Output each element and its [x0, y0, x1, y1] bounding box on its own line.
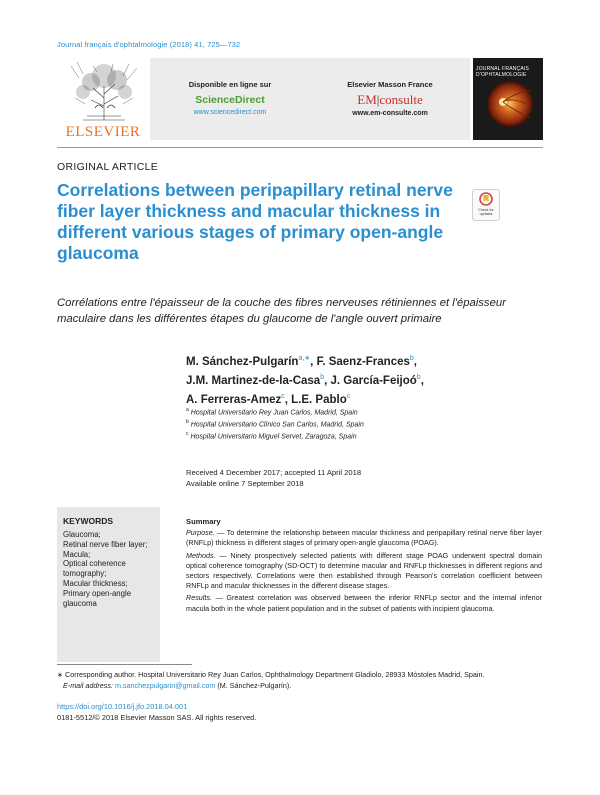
corresponding-author-footnote [57, 670, 543, 691]
author-affil-sup[interactable]: c [346, 392, 351, 400]
purpose-text: — To determine the relationship between macular thickness and peripapillary retinal nerve fiber layer (RNFLp) thickness in different stages of primary open-angle glaucoma (POAG). [186, 528, 542, 548]
journal-reference[interactable]: Journal français d'ophtalmologie (2018) 41, 725—732 [57, 40, 241, 49]
author-separator: , [284, 393, 292, 406]
author-name[interactable]: J. García-Feijoó [330, 374, 417, 387]
bookmark-refresh-icon [479, 192, 493, 207]
author-affil-sup[interactable]: b [320, 373, 325, 381]
availability-box [150, 58, 470, 140]
elsevier-tree-icon [63, 58, 145, 122]
elsevier-logo[interactable] [57, 58, 149, 140]
elsevier-wordmark: ELSEVIER [65, 124, 141, 140]
email-label: E-mail address: [63, 680, 113, 690]
summary-results [186, 593, 542, 613]
author-name[interactable]: M. Sánchez-Pulgarín [186, 355, 299, 368]
results-label: Results. [186, 593, 212, 603]
author-list [186, 351, 546, 407]
check-for-updates-button[interactable] [472, 189, 500, 221]
copyright-line: 0181-5512/© 2018 Elsevier Masson SAS. All rights reserved. [57, 713, 257, 722]
affiliation-text: Hospital Universitario Clínico San Carlos, Madrid, Spain [190, 421, 364, 429]
abstract-summary [186, 517, 542, 616]
affiliation-text: Hospital Universitario Rey Juan Carlos, Madrid, Spain [190, 409, 358, 417]
affiliation-text: Hospital Universitario Miguel Servet, Zaragoza, Spain [190, 433, 357, 441]
retina-image-icon [483, 80, 537, 128]
em-logo-right: consulte [379, 92, 423, 107]
email-owner: (M. Sánchez-Pulgarín). [217, 680, 292, 690]
author-name[interactable]: L.E. Pablo [291, 393, 347, 406]
keywords-box [57, 507, 160, 662]
methods-text: — Ninety prospectively selected patients with different stage POAG underwent spectral domain optical coherence tomography (SD-OCT) to determine macular and RNFLp thicknesses in different regions and sectors respectively. Correlations were then established through Pearson's correlation coefficient between RNFLp and macular thicknesses in the different disease stages. [186, 550, 542, 591]
check-for-updates-label: Check for updates [478, 208, 494, 216]
em-logo-separator: | [376, 92, 380, 107]
keywords-list [63, 530, 157, 608]
elsevier-masson-label: Elsevier Masson France [347, 80, 433, 89]
affiliation [186, 407, 358, 416]
author-affil-sup[interactable]: b [409, 355, 414, 362]
summary-methods [186, 551, 542, 592]
author-separator: , [413, 355, 417, 368]
affiliation [186, 431, 357, 440]
article-type: ORIGINAL ARTICLE [57, 161, 159, 173]
keyword-item: Glaucoma; [63, 530, 101, 539]
keyword-item: Macula; [63, 549, 91, 559]
author-affil-sup[interactable]: b [416, 373, 421, 381]
author-separator: , [420, 374, 424, 387]
methods-label: Methods. [186, 550, 216, 560]
em-consulte-block[interactable] [310, 80, 470, 117]
doi-link[interactable]: https://doi.org/10.1016/j.jfo.2018.04.001 [57, 702, 188, 711]
keyword-item: Optical coherence tomography; [63, 559, 126, 579]
header-rule [57, 147, 543, 148]
sciencedirect-block[interactable] [150, 80, 310, 116]
received-dates: Received 4 December 2017; accepted 11 April 2018 [186, 468, 362, 477]
author-affil-sup[interactable]: c [281, 392, 285, 400]
affiliation-sup: a [186, 407, 189, 413]
results-text: — Greatest correlation was observed between the inferior RNFLp sector and the internal inferior macula both in the whole patient population and in the subset of patients with incipient glaucoma. [186, 593, 542, 613]
journal-cover-thumbnail[interactable] [473, 58, 543, 140]
purpose-label: Purpose. [186, 528, 215, 538]
cover-title: JOURNAL FRANÇAIS D'OPHTALMOLOGIE [476, 66, 530, 78]
affiliation [186, 419, 364, 428]
corresponding-text: Corresponding author. Hospital Universitario Rey Juan Carlos, Ophthalmology Department Gladiolo, 28933 Móstoles Madrid, Spain. [65, 670, 485, 679]
em-consulte-url[interactable]: www.em-consulte.com [352, 110, 428, 117]
sciencedirect-url[interactable]: www.sciencedirect.com [193, 109, 267, 116]
keyword-item: Primary open-angle glaucoma [63, 588, 132, 608]
available-online-date: Available online 7 September 2018 [186, 479, 304, 488]
author-separator: , [310, 355, 317, 368]
affiliation-sup: b [186, 419, 189, 425]
footnote-star: ∗ [57, 670, 64, 679]
affiliation-sup: c [186, 431, 189, 437]
sciencedirect-name: ScienceDirect [195, 94, 265, 106]
summary-title: Summary [186, 517, 221, 526]
em-logo-left: EM [357, 92, 377, 107]
author-name[interactable]: A. Ferreras-Amez [186, 393, 282, 406]
footnote-rule [57, 664, 192, 665]
author-name[interactable]: F. Saenz-Frances [316, 355, 410, 368]
keyword-item: Macular thickness; [63, 578, 128, 588]
summary-purpose [186, 528, 542, 548]
email-link[interactable]: m.sanchezpulgarin@gmail.com [114, 680, 216, 690]
em-consulte-logo [310, 92, 470, 108]
author-name[interactable]: J.M. Martinez-de-la-Casa [186, 374, 321, 387]
author-affil-sup[interactable]: a,∗ [298, 355, 311, 362]
french-title: Corrélations entre l'épaisseur de la couche des fibres nerveuses rétiniennes et l'épaisseur maculaire dans les différentes étapes du glaucome de l'angle ouvert primaire [57, 297, 506, 325]
article-title: Correlations between peripapillary retinal nerve fiber layer thickness and macular thickness in different various stages of primary open-angle glaucoma [57, 180, 453, 263]
available-online-label: Disponible en ligne sur [188, 80, 272, 89]
author-separator: , [324, 374, 331, 387]
publisher-banner [57, 58, 543, 140]
keywords-title: KEYWORDS [63, 516, 114, 526]
keyword-item: Retinal nerve fiber layer; [63, 539, 148, 549]
